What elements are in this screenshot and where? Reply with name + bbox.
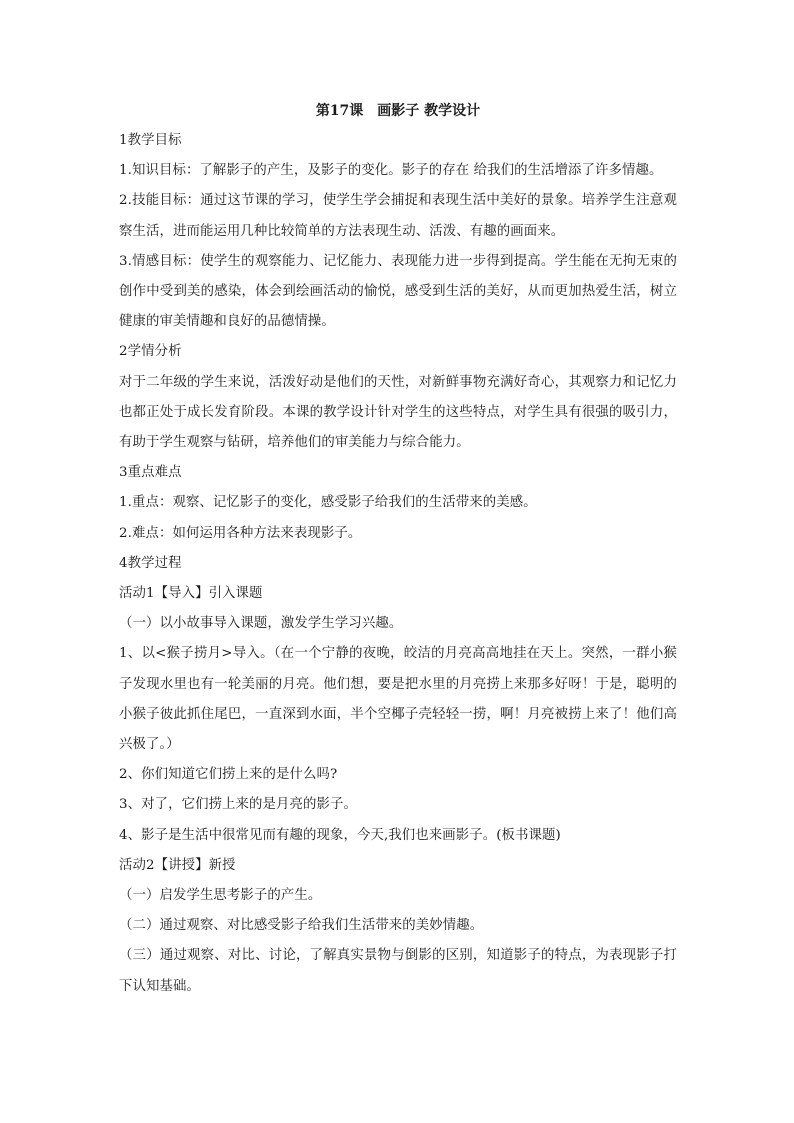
- document-body: [119, 100, 677, 1002]
- paragraph-story: 1、以<猴子捞月>导入。（在一个宁静的夜晚，皎洁的月亮高高地挂在天上。突然，一群小猴子发现水里也有一轮美丽的月亮。他们想，要是把水里的月亮捞上来那多好呀！于是，聪明的小猴子彼此抓住尾巴，一直深到水面，半个空椰子壳轻轻一捞，啊！月亮被捞上来了！他们高兴极了。）: [119, 646, 677, 753]
- paragraph-teach-1: （一）启发学生思考影子的产生。: [119, 888, 322, 904]
- paragraph-topic: 4、影子是生活中很常见而有趣的现象，今天,我们也来画影子。(板书课题): [119, 827, 561, 843]
- activity-heading-teaching: 活动2【讲授】新授: [119, 857, 236, 873]
- paragraph-skill-goal: 2.技能目标：通过这节课的学习，使学生学会捕捉和表现生活中美好的景象。培养学生注意观察生活，进而能运用几种比较简单的方法表现生动、活泼、有趣的画面来。: [119, 193, 677, 239]
- paragraph-teach-3: （三）通过观察、对比、讨论，了解真实景物与倒影的区别，知道影子的特点，为表现影子打下认知基础。: [119, 948, 677, 994]
- section-heading-key-points: 3重点难点: [119, 465, 182, 481]
- section-heading-objectives: 1教学目标: [119, 133, 182, 148]
- paragraph-question: 2、你们知道它们捞上来的是什么吗?: [119, 767, 338, 783]
- paragraph-knowledge-goal: 1.知识目标：了解影子的产生，及影子的变化。影子的存在 给我们的生活增添了许多情趣。: [119, 163, 663, 179]
- paragraph-intro-1: （一）以小故事导入课题，激发学生学习兴趣。: [119, 616, 403, 632]
- paragraph-emotion-goal: 3.情感目标：使学生的观察能力、记忆能力、表现能力进一步得到提高。学生能在无拘无束的创作中受到美的感染，体会到绘画活动的愉悦，感受到生活的美好，从而更加热爱生活，树立健康的审美情趣和良好的品德情操。: [119, 253, 677, 330]
- paragraph-teach-2: （二）通过观察、对比感受影子给我们生活带来的美妙情趣。: [119, 918, 484, 934]
- document-title: 第17课 画影子 教学设计: [315, 103, 481, 119]
- section-heading-process: 4教学过程: [119, 555, 182, 571]
- activity-heading-intro: 活动1【导入】引入课题: [119, 586, 263, 602]
- paragraph-difficulty: 2.难点：如何运用各种方法来表现影子。: [119, 525, 362, 541]
- paragraph-answer: 3、对了，它们捞上来的是月亮的影子。: [119, 797, 357, 813]
- paragraph-key-point: 1.重点：观察、记忆影子的变化，感受影子给我们的生活带来的美感。: [119, 495, 537, 511]
- paragraph-student-analysis: 对于二年级的学生来说，活泼好动是他们的天性，对新鲜事物充满好奇心，其观察力和记忆力也都正处于成长发育阶段。本课的教学设计针对学生的这些特点，对学生具有很强的吸引力，有助于学生观察与钻研，培养他们的审美能力与综合能力。: [119, 374, 677, 451]
- section-heading-analysis: 2学情分析: [119, 344, 182, 360]
